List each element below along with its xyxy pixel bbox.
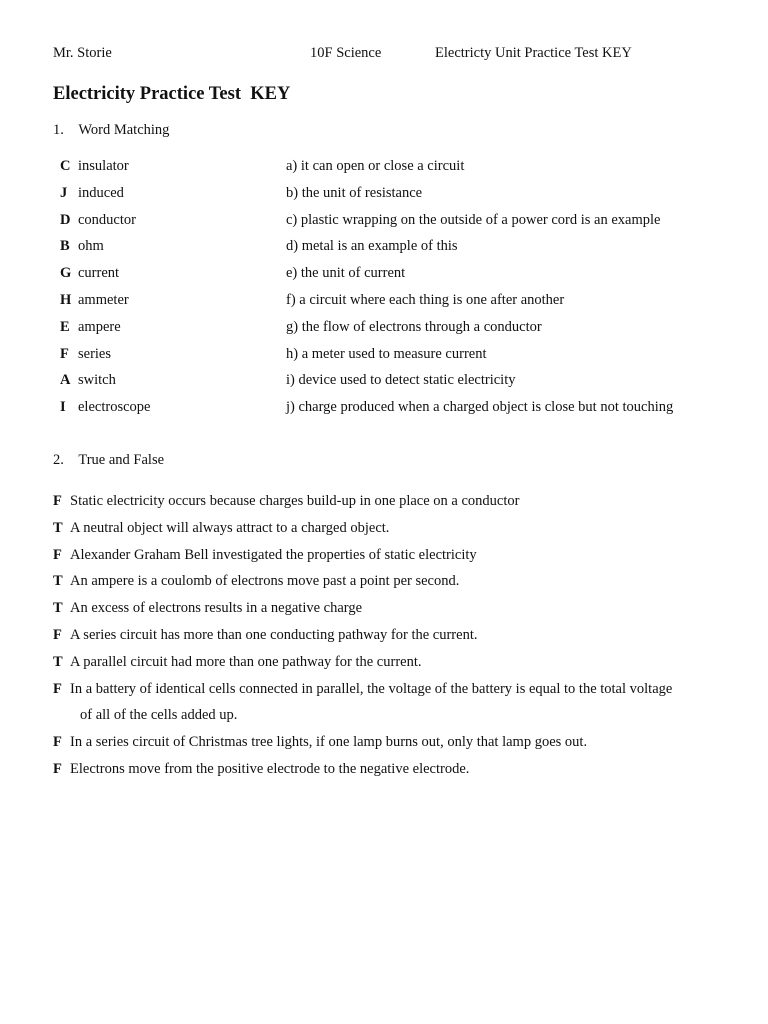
section-2-number: 2. <box>53 452 64 468</box>
matching-row <box>60 399 720 426</box>
matching-definition: g) the flow of electrons through a conductor <box>286 318 542 335</box>
section-1-title: Word Matching <box>78 122 170 138</box>
matching-answer: A <box>60 372 71 389</box>
true-false-statement: Static electricity occurs because charges build-up in one place on a conductor <box>70 493 520 509</box>
matching-term: ammeter <box>78 291 129 308</box>
true-false-statement: A series circuit has more than one conducting pathway for the current. <box>70 626 478 643</box>
matching-term: ohm <box>78 238 104 255</box>
matching-term: electroscope <box>78 399 151 416</box>
true-false-answer: T <box>53 573 63 590</box>
true-false-row <box>53 515 743 542</box>
header-unit: Electricty Unit Practice Test KEY <box>435 45 632 61</box>
true-false-row <box>53 622 743 649</box>
true-false-statement: An ampere is a coulomb of electrons move past a point per second. <box>70 573 460 590</box>
true-false-answer: F <box>53 680 62 697</box>
true-false-row <box>53 676 743 703</box>
true-false-list <box>53 488 743 783</box>
matching-answer: J <box>60 184 68 201</box>
matching-answer: G <box>60 265 72 282</box>
true-false-answer: F <box>53 626 62 643</box>
true-false-statement: A parallel circuit had more than one pathway for the current. <box>70 653 422 670</box>
true-false-answer: T <box>53 653 63 670</box>
matching-term: conductor <box>78 211 136 228</box>
matching-term: induced <box>78 184 124 201</box>
matching-term: current <box>78 265 120 282</box>
matching-answer: D <box>60 211 71 228</box>
word-matching-list <box>60 158 720 426</box>
matching-row <box>60 158 720 185</box>
matching-definition: h) a meter used to measure current <box>286 345 487 362</box>
section-1-heading <box>53 122 169 139</box>
matching-definition: e) the unit of current <box>286 265 406 282</box>
true-false-statement: Electrons move from the positive electrode to the negative electrode. <box>70 760 470 777</box>
matching-definition: c) plastic wrapping on the outside of a power cord is an example <box>286 211 661 228</box>
true-false-statement-continuation: of all of the cells added up. <box>80 707 238 724</box>
true-false-row <box>53 542 743 569</box>
true-false-answer: F <box>53 493 62 509</box>
true-false-answer: T <box>53 600 63 617</box>
matching-answer: H <box>60 291 72 308</box>
header-course: 10F Science <box>310 45 382 61</box>
true-false-statement: In a battery of identical cells connected in parallel, the voltage of the battery is equal to the total voltage <box>70 680 673 697</box>
matching-answer: I <box>60 399 66 416</box>
true-false-row <box>53 488 743 515</box>
matching-answer: F <box>60 345 69 362</box>
true-false-answer: F <box>53 546 62 563</box>
true-false-answer: F <box>53 734 62 751</box>
matching-row <box>60 346 720 373</box>
true-false-answer: T <box>53 519 63 536</box>
true-false-row <box>53 756 743 783</box>
matching-row <box>60 319 720 346</box>
page-header <box>53 45 733 65</box>
true-false-row <box>53 649 743 676</box>
matching-term: series <box>78 345 112 362</box>
matching-answer: E <box>60 318 70 335</box>
matching-row <box>60 265 720 292</box>
matching-row <box>60 238 720 265</box>
section-2-heading <box>53 452 164 469</box>
matching-definition: b) the unit of resistance <box>286 184 423 201</box>
matching-definition: d) metal is an example of this <box>286 238 458 255</box>
true-false-row <box>53 595 743 622</box>
matching-term: ampere <box>78 318 121 335</box>
true-false-row <box>53 568 743 595</box>
true-false-statement: An excess of electrons results in a negative charge <box>70 600 363 617</box>
matching-row <box>60 185 720 212</box>
matching-term: insulator <box>78 158 129 174</box>
header-teacher: Mr. Storie <box>53 45 112 61</box>
matching-definition: f) a circuit where each thing is one after another <box>286 291 565 308</box>
matching-answer: B <box>60 238 70 255</box>
matching-definition: j) charge produced when a charged object is close but not touching <box>286 399 674 416</box>
section-1-number: 1. <box>53 122 64 138</box>
matching-row <box>60 292 720 319</box>
true-false-statement: Alexander Graham Bell investigated the properties of static electricity <box>70 546 477 563</box>
matching-row <box>60 212 720 239</box>
document-title: Electricity Practice Test KEY <box>53 84 291 104</box>
matching-definition: i) device used to detect static electricity <box>286 372 516 389</box>
matching-term: switch <box>78 372 116 389</box>
matching-definition: a) it can open or close a circuit <box>286 158 465 174</box>
matching-row <box>60 372 720 399</box>
true-false-answer: F <box>53 760 62 777</box>
matching-answer: C <box>60 158 71 174</box>
true-false-row <box>53 729 743 756</box>
section-2-title: True and False <box>78 452 165 468</box>
true-false-statement: A neutral object will always attract to a charged object. <box>70 519 390 536</box>
true-false-statement: In a series circuit of Christmas tree lights, if one lamp burns out, only that lamp goes out. <box>70 734 588 751</box>
